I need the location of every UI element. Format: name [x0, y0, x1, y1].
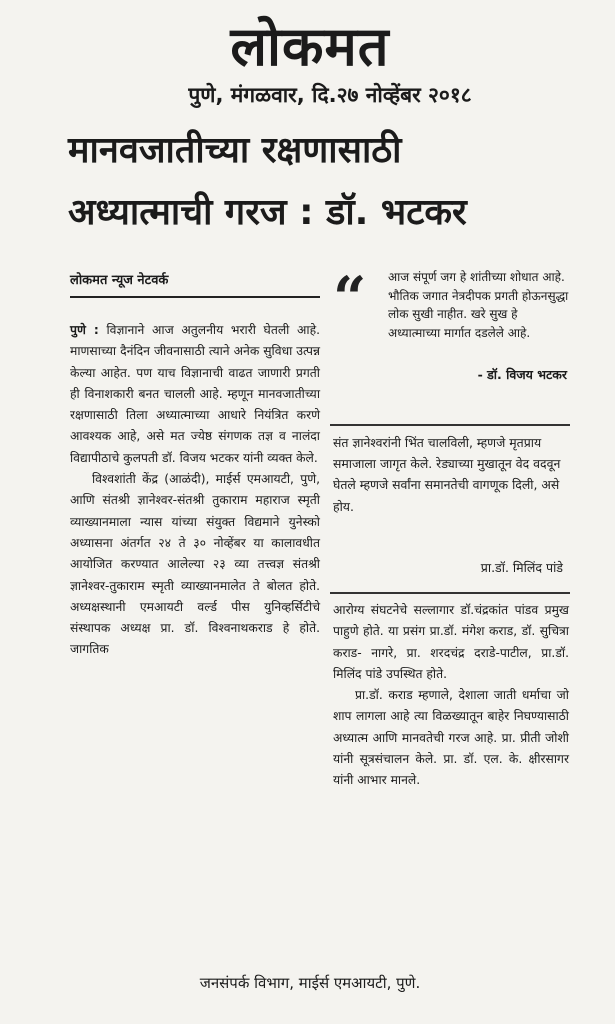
pull-quote-author: - डॉ. विजय भटकर: [477, 367, 567, 382]
article-column-right: [333, 600, 569, 920]
section-divider: [330, 592, 570, 594]
article-paragraph: प्रा.डॉ. कराड म्हणाले, देशाला जाती धर्माचा जो शाप लागला आहे त्या विळख्यातून बाहेर निघण्यासाठी अध्यात्म आणि मानवतेची गरज आहे. प्रा. प्रीती जोशी यांनी सूत्रसंचालन केले. प्रा. डॉ. एल. के. क्षीरसागर यांनी आभार मानले.: [333, 688, 569, 788]
pull-quote-text: आज संपूर्ण जग हे शांतीच्या शोधात आहे. भौतिक जगात नेत्रदीपक प्रगती होऊनसुद्धा लोक सुखी नाहीत. खरे सुख हे अध्यात्माच्या मार्गात दडलेले आहे.: [388, 270, 569, 340]
article-paragraph: विश्वशांती केंद्र (आळंदी), माईर्स एमआयटी, पुणे, आणि संतश्री ज्ञानेश्वर-संतश्री तुकाराम महाराज स्मृती व्याख्यानमाला न्यास यांच्या संयुक्त विद्यमाने युनेस्को अध्यासना अंतर्गत २४ ते ३० नोव्हेंबर या कालावधीत आयोजित करण्यात आलेल्या २३ व्या तत्त्वज्ञ संतश्री ज्ञानेश्वर-तुकाराम स्मृती व्याख्यानमालेत ते बोलत होते. अध्यक्षस्थानी एमआयटी वर्ल्ड पीस युनिव्हर्सिटीचे संस्थापक अध्यक्ष प्रा. डॉ. विश्वनाथकराड हे होते. जागतिक: [70, 472, 320, 657]
dateline: पुणे, मंगळवार, दि.२७ नोव्हेंबर २०१८: [188, 83, 472, 107]
footer-credit: जनसंपर्क विभाग, माईर्स एमआयटी, पुणे.: [199, 974, 421, 992]
dateline-word: पुणे :: [70, 323, 99, 337]
paragraph-text: विज्ञानाने आज अतुलनीय भरारी घेतली आहे. माणसाच्या दैनंदिन जीवनासाठी त्याने अनेक सुविधा उत्पन्न केल्या आहेत. पण याच विज्ञानाची वाढत जाणारी प्रगती ही विनाशकारी बनत चालली आहे. म्हणून मानवजातीच्या रक्षणासाठी तिला अध्यात्माच्या आधारे नियंत्रित करणे आवश्यक आहे, असे मत ज्येष्ठ संगणक तज्ञ व नालंदा विद्यापीठाचे कुलपती डॉ. विजय भटकर यांनी व्यक्त केले.: [70, 323, 321, 465]
section-divider: [330, 424, 570, 426]
byline-divider: [70, 296, 320, 298]
saint-quote-text: संत ज्ञानेश्वरांनी भिंत चालविली, म्हणजे मृतप्राय समाजाला जागृत केले. रेड्याच्या मुखातून वेद वदवून घेतले म्हणजे सर्वांना समानतेची वागणूक दिली, असे होय.: [333, 435, 561, 514]
headline-line-2: अध्यात्माची गरज : डॉ. भटकर: [68, 192, 467, 233]
article-paragraph: आरोग्य संघटनेचे सल्लागार डॉ.चंद्रकांत पांडव प्रमुख पाहुणे होते. या प्रसंग प्रा.डॉ. मंगेश कराड, डॉ. सुचित्रा कराड- नागरे, प्रा. शरदचंद्र दराडे-पाटील, प्रा.डॉ. मिलिंद पांडे उपस्थित होते.: [333, 603, 569, 681]
headline-line-1: मानवजातीच्या रक्षणासाठी: [68, 130, 402, 171]
quote-mark-icon: “: [333, 264, 367, 332]
article-paragraph: [70, 320, 320, 469]
saint-quote-author: प्रा.डॉ. मिलिंद पांडे: [480, 560, 563, 575]
byline: लोकमत न्यूज नेटवर्क: [70, 273, 169, 288]
article-column-left: [70, 320, 320, 940]
newspaper-masthead: लोकमत: [230, 15, 390, 78]
